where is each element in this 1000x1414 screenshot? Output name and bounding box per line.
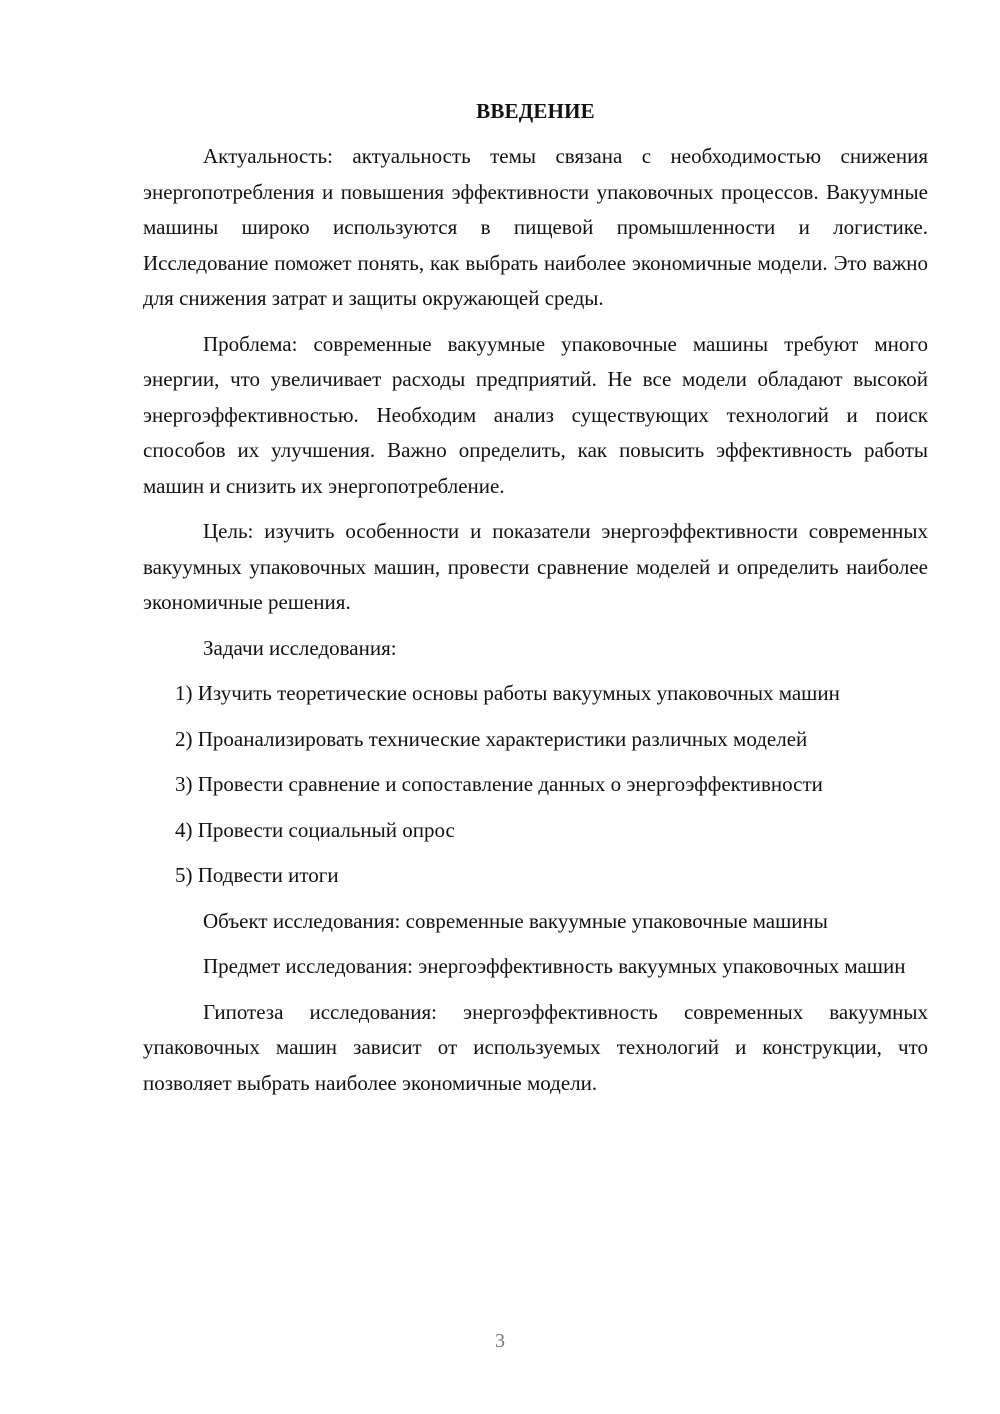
problem-paragraph: Проблема: современные вакуумные упаковочные машины требуют много энергии, что увеличивает расходы предприятий. Не все модели обладают высокой энергоэффективностью. Необходим анализ существующих технологий и поиск способов их улучшения. Важно определить, как повысить эффективность работы машин и снизить их энергопотребление. [143,331,928,498]
goal-paragraph: Цель: изучить особенности и показатели энергоэффективности современных вакуумных упаковочных машин, провести сравнение моделей и определить наиболее экономичные решения. [143,519,928,614]
page-content [143,96,928,1111]
page-number: 3 [495,1330,505,1352]
task-item-3: 3) Провести сравнение и сопоставление данных о энергоэффективности [175,772,823,796]
hypothesis-paragraph: Гипотеза исследования: энергоэффективность современных вакуумных упаковочных машин зависит от используемых технологий и конструкции, что позволяет выбрать наиболее экономичные модели. [143,999,928,1095]
object-paragraph: Объект исследования: современные вакуумные упаковочные машины [203,908,828,933]
task-item-2: 2) Проанализировать технические характеристики различных моделей [175,726,808,751]
task-item-4: 4) Провести социальный опрос [175,817,455,842]
relevance-paragraph: Актуальность: актуальность темы связана с необходимостью снижения энергопотребления и повышения эффективности упаковочных процессов. Вакуумные машины широко используются в пищевой промышленности и логистике. Исследование поможет понять, как выбрать наиболее экономичные модели. Это важно для снижения затрат и защиты окружающей среды. [143,144,928,310]
subject-paragraph: Предмет исследования: энергоэффективность вакуумных упаковочных машин [203,954,906,978]
tasks-title: Задачи исследования: [203,635,397,660]
task-item-5: 5) Подвести итоги [175,863,339,887]
section-heading: ВВЕДЕНИЕ [476,99,595,123]
task-item-1: 1) Изучить теоретические основы работы вакуумных упаковочных машин [175,681,840,705]
